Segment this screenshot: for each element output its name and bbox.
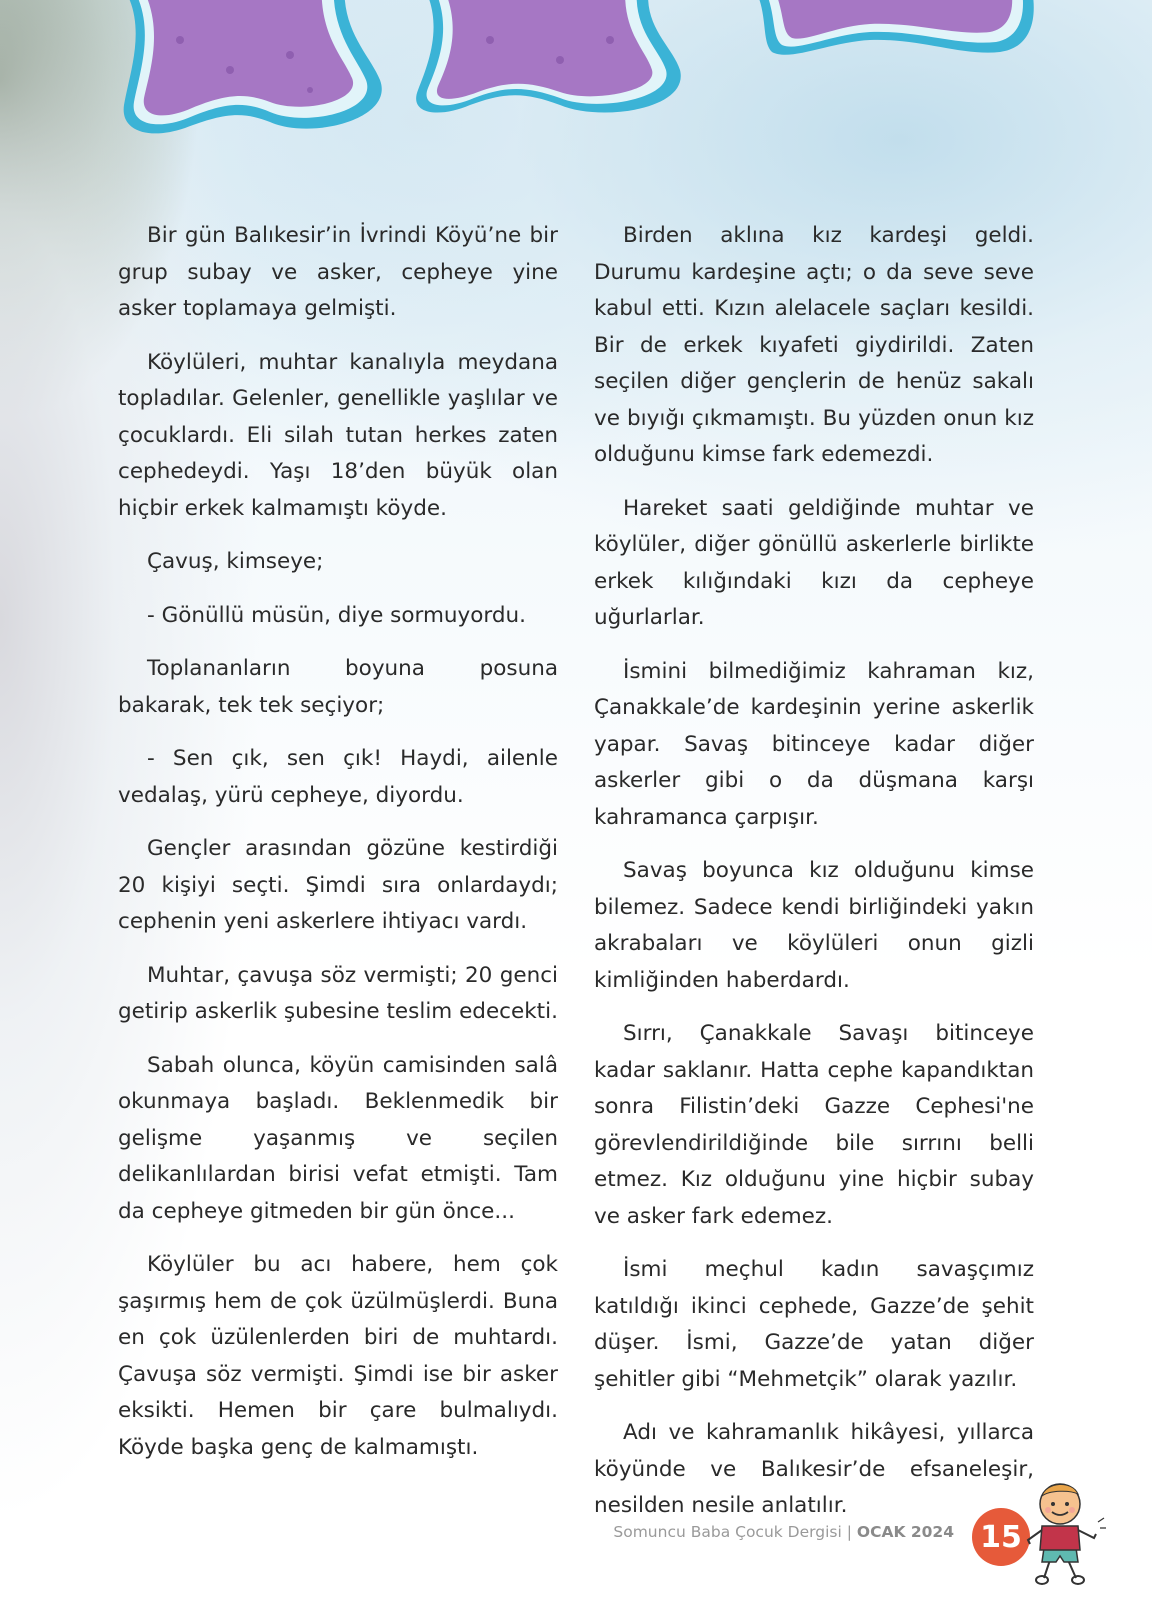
paragraph: - Gönüllü müsün, diye sormuyordu. — [147, 602, 527, 628]
boy-mascot-icon — [1020, 1478, 1106, 1588]
magazine-name: Somuncu Baba Çocuk Dergisi — [613, 1523, 842, 1541]
starfish-shape-3 — [750, 0, 1034, 55]
paragraph: Bir gün Balıkesir’in İvrindi Köyü’ne bir grup subay ve asker, cepheye yine asker toplamaya gelmişti. — [118, 223, 558, 321]
paragraph: Sabah olunca, köyün camisinden salâ okunmaya başladı. Beklenmedik bir gelişme yaşanmış ve seçilen delikanlılardan birisi vefat etmişti. Tam da cepheye gitmeden bir gün önce... — [118, 1052, 558, 1224]
paragraph: İsmini bilmediğimiz kahraman kız, Çanakkale’de kardeşinin yerine askerlik yapar. Savaş bitinceye kadar diğer askerler gibi o da düşmana karşı kahramanca çarpışır. — [594, 658, 1034, 830]
paragraph: Köylüler bu acı habere, hem çok şaşırmış hem de çok üzülmüşlerdi. Buna en çok üzülenlerden biri de muhtardı. Çavuşa söz vermişti. Şimdi ise bir asker eksikti. Hemen bir çare bulmalıydı. Köyde başka genç de kalmamıştı. — [118, 1252, 558, 1460]
footer-separator: | — [846, 1523, 852, 1541]
paragraph: Çavuş, kimseye; — [147, 549, 324, 574]
paragraph: Gençler arasından gözüne kestirdiği 20 kişiyi seçti. Şimdi sıra onlardaydı; cephenin yeni askerlere ihtiyacı vardı. — [118, 836, 558, 934]
paragraph: Toplananların boyuna posuna bakarak, tek tek seçiyor; — [118, 656, 558, 718]
paragraph: - Sen çık, sen çık! Haydi, ailenle vedalaş, yürü cepheye, diyordu. — [118, 746, 558, 808]
starfish-shape-1 — [118, 0, 382, 133]
left-column — [118, 218, 558, 1483]
starfish-decoration — [0, 0, 1152, 160]
right-column — [594, 218, 1034, 1542]
page-footer — [613, 1523, 954, 1541]
page-number: 15 — [980, 1519, 1022, 1555]
paragraph: Hareket saati geldiğinde muhtar ve köylüler, diğer gönüllü askerlerle birlikte erkek kılığındaki kızı da cepheye uğurlarlar. — [594, 495, 1034, 630]
starfish-shape-2 — [416, 0, 681, 113]
paragraph: Savaş boyunca kız olduğunu kimse bilemez. Sadece kendi birliğindeki yakın akrabaları ve köylüleri onun gizli kimliğinden haberdardı. — [594, 858, 1034, 993]
paragraph: Sırrı, Çanakkale Savaşı bitinceye kadar saklanır. Hatta cephe kapandıktan sonra Filistin’deki Gazze Cephesi'ne görevlendirildiğinde bile sırrını belli etmez. Kız olduğunu yine hiçbir subay ve asker fark edemez. — [594, 1021, 1034, 1229]
paragraph: Adı ve kahramanlık hikâyesi, yıllarca köyünde ve Balıkesir’de efsaneleşir, nesilden nesile anlatılır. — [594, 1420, 1034, 1518]
paragraph: Köylüleri, muhtar kanalıyla meydana topladılar. Gelenler, genellikle yaşlılar ve çocuklardı. Eli silah tutan herkes zaten cephedeydi. Yaşı 18’den büyük olan hiçbir erkek kalmamıştı köyde. — [118, 349, 558, 521]
issue-date: OCAK 2024 — [856, 1523, 954, 1541]
paragraph: Muhtar, çavuşa söz vermişti; 20 genci getirip askerlik şubesine teslim edecekti. — [118, 962, 558, 1024]
paragraph: İsmi meçhul kadın savaşçımız katıldığı ikinci cephede, Gazze’de şehit düşer. İsmi, Gazze’de yatan diğer şehitler gibi “Mehmetçik” olarak yazılır. — [594, 1257, 1034, 1392]
paragraph: Birden aklına kız kardeşi geldi. Durumu kardeşine açtı; o da seve seve kabul etti. Kızın alelacele saçları kesildi. Bir de erkek kıyafeti giydirildi. Zaten seçilen diğer gençlerin de henüz sakalı ve bıyığı çıkmamıştı. Bu yüzden onun kız olduğunu kimse fark edemezdi. — [594, 223, 1034, 467]
